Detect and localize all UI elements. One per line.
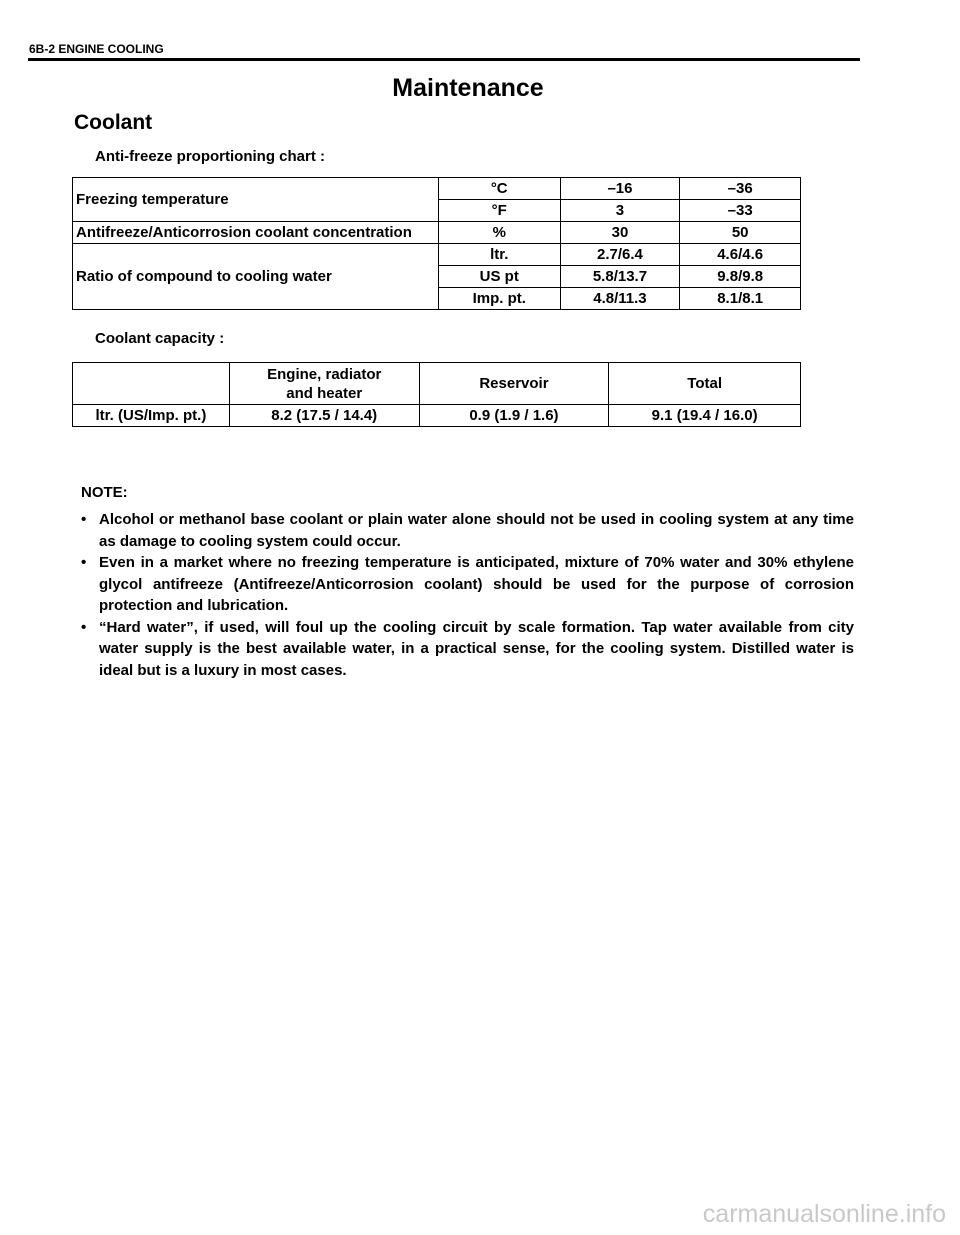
header-rule [28,58,860,61]
concentration-label: Antifreeze/Anticorrosion coolant concentration [73,222,439,244]
bullet-icon: • [81,554,87,571]
freezing-temp-label: Freezing temperature [73,178,439,222]
list-item [80,617,854,682]
table-cell: 30 [560,222,680,244]
header-line: Engine, radiator [267,365,382,383]
antifreeze-chart-caption: Anti-freeze proportioning chart : [95,148,325,165]
running-header: 6B-2 ENGINE COOLING [29,42,164,56]
table-cell: °C [438,178,560,200]
table-row [73,405,801,427]
table-cell: ltr. [438,244,560,266]
list-item [80,552,854,617]
capacity-caption: Coolant capacity : [95,330,225,347]
note-text: Even in a market where no freezing temperature is anticipated, mixture of 70% water and 30% ethylene glycol antifreeze (Antifreeze/Anticorrosion coolant) should be used for the purpose of corrosion protection and lubrication. [99,554,854,614]
table-cell: 4.8/11.3 [560,288,680,310]
table-cell: 5.8/13.7 [560,266,680,288]
note-text: “Hard water”, if used, will foul up the cooling circuit by scale formation. Tap water available from city water supply is the best available water, in a practical sense, for the cooling system. Distilled water is ideal but is a luxury in most cases. [99,618,854,679]
watermark: carmanualsonline.info [702,1200,946,1228]
bullet-icon: • [81,511,87,528]
table-row [73,222,801,244]
table-cell: % [438,222,560,244]
antifreeze-chart-table [72,177,801,310]
table-header-cell [73,363,230,405]
table-cell: –16 [560,178,680,200]
table-row [73,178,801,200]
table-cell: ltr. (US/Imp. pt.) [73,405,230,427]
table-cell: 4.6/4.6 [680,244,801,266]
table-cell: 9.1 (19.4 / 16.0) [609,405,801,427]
table-cell: 9.8/9.8 [680,266,801,288]
note-list [80,509,854,681]
header-line: and heater [286,384,363,402]
bullet-icon: • [81,618,87,636]
table-header-cell [229,363,419,405]
table-cell: 8.1/8.1 [680,288,801,310]
table-cell: °F [438,200,560,222]
coolant-capacity-table [72,362,801,427]
table-header-cell: Reservoir [419,363,609,405]
table-cell: 2.7/6.4 [560,244,680,266]
table-cell: US pt [438,266,560,288]
section-title: Coolant [74,111,153,134]
table-cell: 50 [680,222,801,244]
ratio-label: Ratio of compound to cooling water [73,244,439,310]
table-cell: –36 [680,178,801,200]
table-cell: 8.2 (17.5 / 14.4) [229,405,419,427]
table-row [73,244,801,266]
table-header-cell: Total [609,363,801,405]
table-header-row [73,363,801,405]
table-cell: Imp. pt. [438,288,560,310]
table-cell: 0.9 (1.9 / 1.6) [419,405,609,427]
list-item [80,509,854,552]
table-cell: 3 [560,200,680,222]
note-label: NOTE: [81,484,128,501]
table-cell: –33 [680,200,801,222]
page-title: Maintenance [392,74,544,102]
note-text: Alcohol or methanol base coolant or plain water alone should not be used in cooling system at any time as damage to cooling system could occur. [99,511,854,550]
